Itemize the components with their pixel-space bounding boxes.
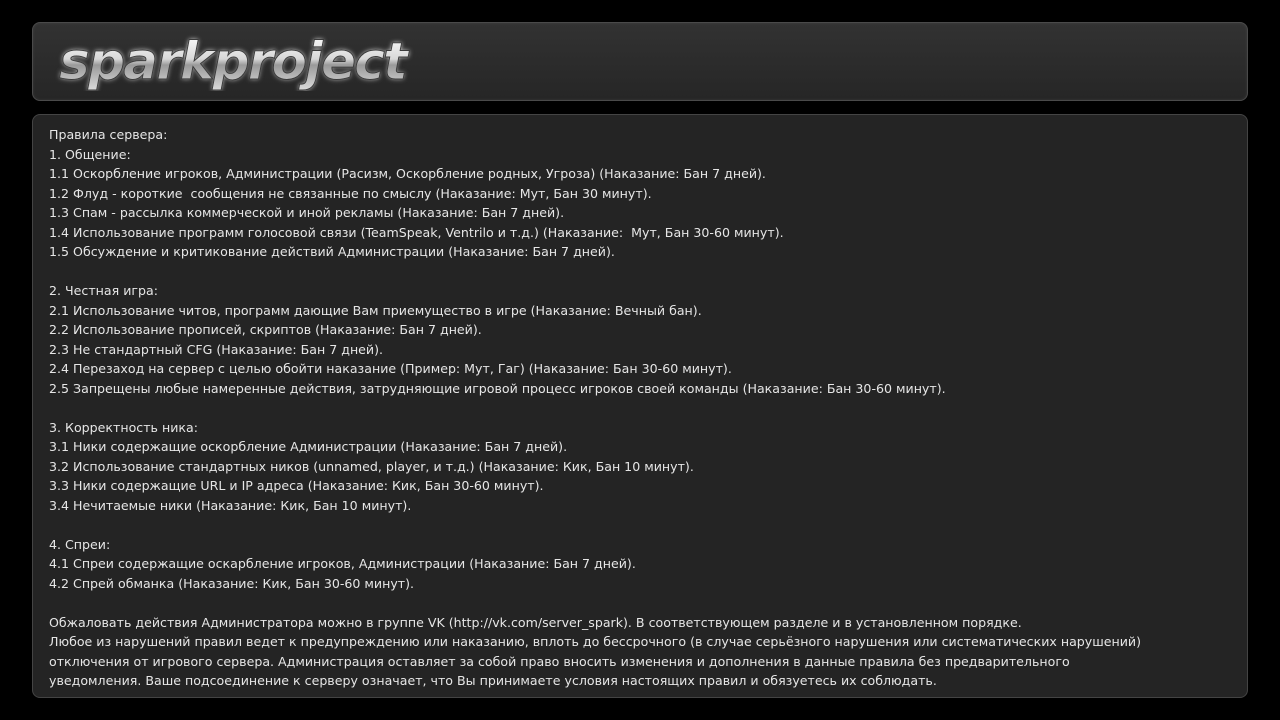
section-heading: 3. Корректность ника: [49,419,198,435]
appeal-note: Обжаловать действия Администратора можно в группе VK (http://vk.com/server_spark). В соответствующем разделе и в установленном порядке. [49,614,1022,630]
section-heading: 4. Спреи: [49,536,111,552]
svg-text:sparkproject: sparkproject [59,33,406,91]
rule-item: 3.3 Ники содержащие URL и IP адреса (Наказание: Кик, Бан 30-60 минут). [49,478,544,493]
rule-item: 3.1 Ники содержащие оскорбление Администрации (Наказание: Бан 7 дней). [49,439,568,454]
rule-item: 1.4 Использование программ голосовой связи (TeamSpeak, Ventrilo и т.д.) (Наказание: Мут, Бан 30-60 минут). [49,224,784,240]
rules-panel [32,114,1248,698]
sparkproject-logo [55,33,495,91]
rule-item: 1.1 Оскорбление игроков, Администрации (Расизм, Оскорбление родных, Угроза) (Наказание: Бан 7 дней). [49,166,766,181]
disclaimer-line: отключения от игрового сервера. Администрация оставляет за собой право вносить изменения и дополнения в данные правила без предварительного [49,653,1070,669]
rules-title: Правила сервера: [49,127,168,142]
rule-item: 2.1 Использование читов, программ дающие Вам приемущество в игре (Наказание: Вечный бан). [49,302,702,318]
rule-item: 1.3 Спам - рассылка коммерческой и иной рекламы (Наказание: Бан 7 дней). [49,205,565,220]
rule-item: 4.2 Спрей обманка (Наказание: Кик, Бан 30-60 минут). [49,575,415,591]
section-heading: 2. Честная игра: [49,283,158,298]
disclaimer-line: Любое из нарушений правил ведет к предупреждению или наказанию, вплоть до бессрочного (в случае серьёзного нарушения или систематических нарушений) [49,634,1142,649]
rule-item: 3.2 Использование стандартных ников (unnamed, player, и т.д.) (Наказание: Кик, Бан 10 минут). [49,458,694,474]
rule-item: 1.5 Обсуждение и критикование действий Администрации (Наказание: Бан 7 дней). [49,244,615,259]
header-banner [32,22,1248,101]
rule-item: 1.2 Флуд - короткие сообщения не связанные по смыслу (Наказание: Мут, Бан 30 минут). [49,185,652,201]
section-heading: 1. Общение: [49,146,131,162]
rule-item: 2.5 Запрещены любые намеренные действия, затрудняющие игровой процесс игроков своей команды (Наказание: Бан 30-60 минут). [49,380,946,396]
disclaimer-line: уведомления. Ваше подсоединение к серверу означает, что Вы принимаете условия настоящих правил и обязуетесь их соблюдать. [49,673,937,688]
rule-item: 4.1 Спреи содержащие оскарбление игроков, Администрации (Наказание: Бан 7 дней). [49,556,636,571]
rule-item: 2.4 Перезаход на сервер с целью обойти наказание (Пример: Мут, Гаг) (Наказание: Бан 30-60 минут). [49,361,732,376]
rule-item: 2.2 Использование прописей, скриптов (Наказание: Бан 7 дней). [49,322,482,337]
rule-item: 2.3 Не стандартный CFG (Наказание: Бан 7 дней). [49,341,384,357]
rule-item: 3.4 Нечитаемые ники (Наказание: Кик, Бан 10 минут). [49,497,412,513]
